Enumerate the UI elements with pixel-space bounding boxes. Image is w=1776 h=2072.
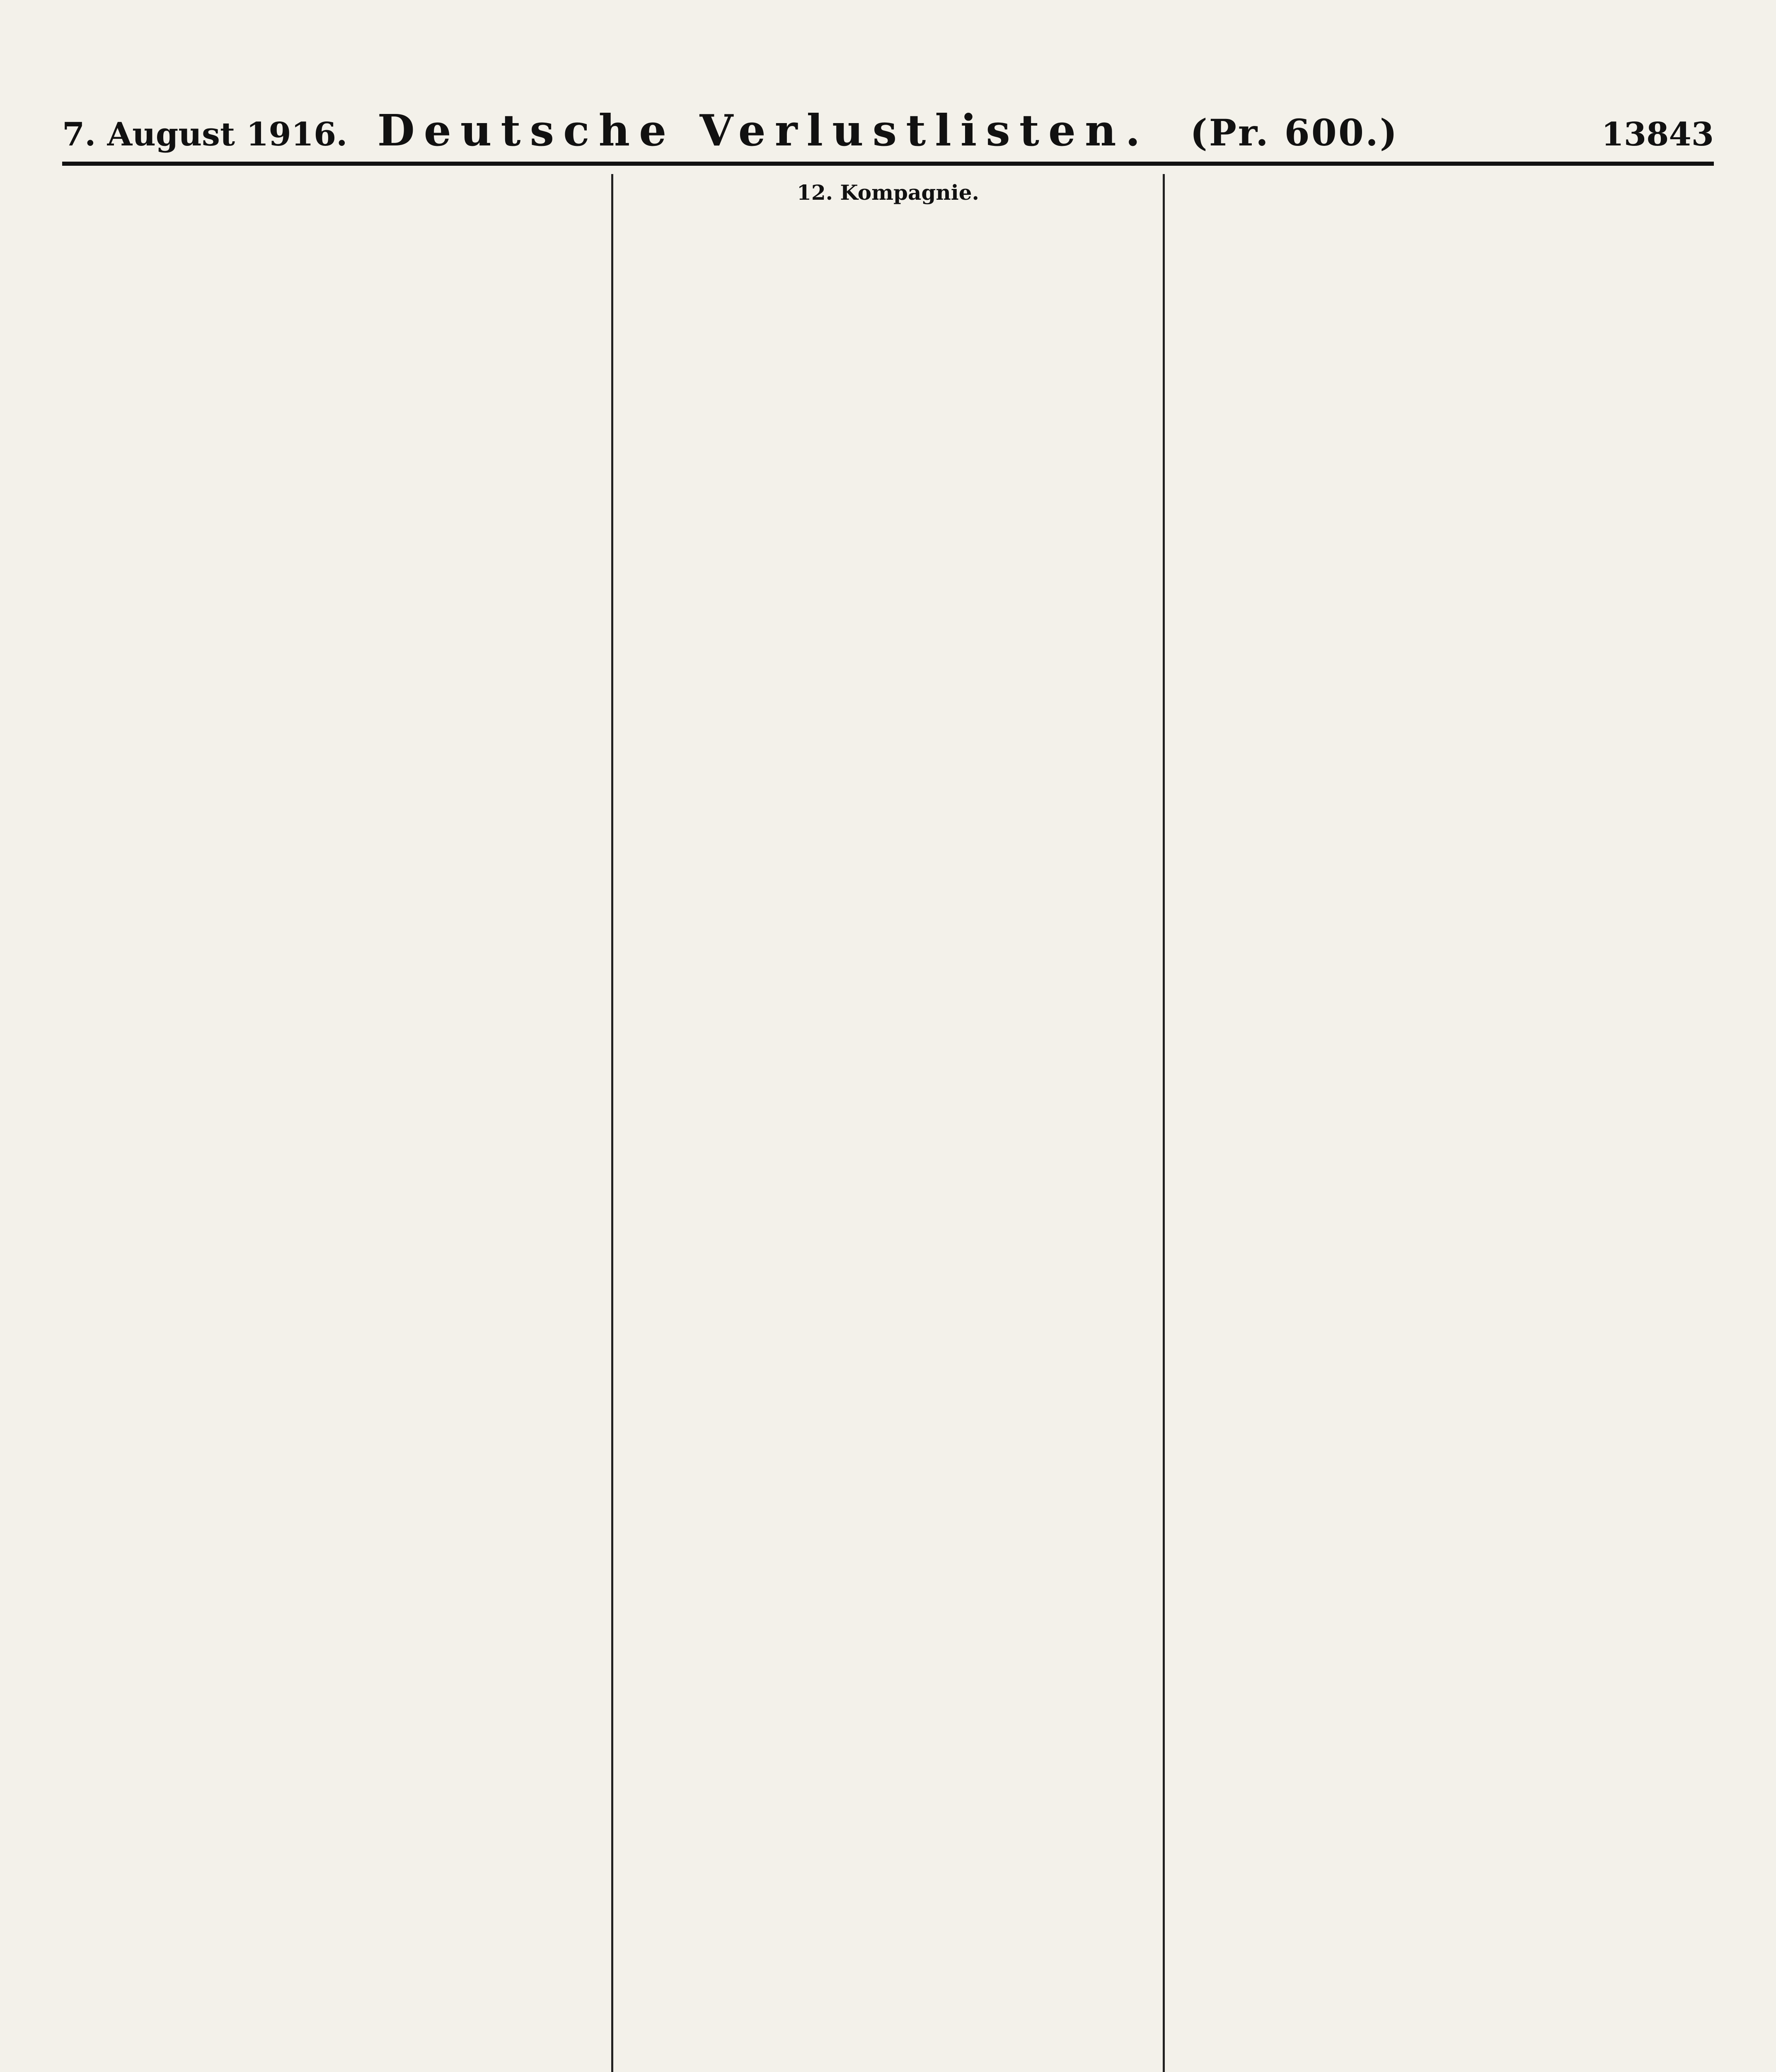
page-number: 13843: [1601, 116, 1714, 153]
publication-title: Deutsche Verlustlisten.: [377, 105, 1149, 156]
column-2: [611, 174, 1162, 2072]
issue-date: 7. August 1916.: [62, 116, 348, 153]
publication-title-line: [62, 105, 1714, 156]
text-columns: [62, 174, 1714, 2072]
issue-number: (Pr. 600.): [1190, 111, 1399, 154]
column-3: [1163, 174, 1714, 2072]
section-heading: 12. Kompagnie.: [797, 180, 979, 205]
masthead: [62, 99, 1714, 166]
column-1: [62, 174, 611, 2072]
